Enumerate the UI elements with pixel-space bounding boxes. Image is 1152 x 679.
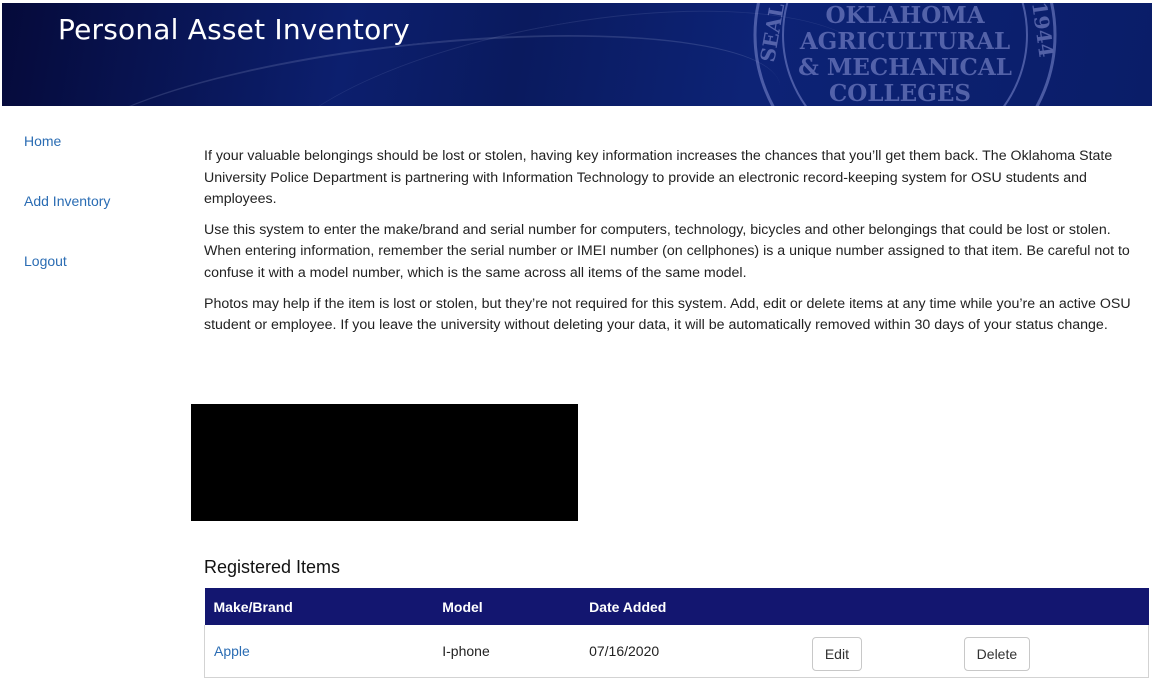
table-row [205, 625, 1149, 677]
column-header-date-added: Date Added [589, 598, 667, 615]
cell-edit [803, 625, 955, 677]
university-seal-icon [750, 0, 1060, 107]
seal-line-3: & MECHANICAL [798, 54, 1012, 81]
nav-link-add-inventory[interactable]: Add Inventory [24, 193, 111, 209]
cell-model: I-phone [442, 642, 490, 659]
column-header-model: Model [442, 598, 483, 615]
column-header-delete [955, 588, 1149, 625]
item-make-link[interactable]: Apple [214, 642, 250, 659]
intro-paragraph: Use this system to enter the make/brand and serial number for computers, technology, bicycles and other belongings that could be lost or stolen. When entering information, remember the serial number or IMEI number (on cellphones) is a unique number assigned to that item. Be careful not to confuse it with a model number, which is the same across all items of the same model. [204, 221, 1130, 281]
header-banner [2, 0, 1152, 107]
intro-text [204, 146, 1144, 346]
column-header-edit [803, 588, 955, 625]
nav-link-home[interactable]: Home [24, 133, 62, 149]
sidebar-nav [24, 126, 164, 306]
cell-delete [955, 625, 1149, 677]
intro-paragraph: If your valuable belongings should be lost or stolen, having key information increases the chances that you’ll get them back. The Oklahoma State University Police Department is partnering with Information Technology to provide an electronic record-keeping system for OSU students and employees. [204, 148, 1113, 208]
seal-line-1: OKLAHOMA [825, 2, 985, 29]
page-title: Personal Asset Inventory [58, 13, 410, 46]
edit-button[interactable]: Edit [812, 637, 862, 671]
registered-items-table [204, 588, 1149, 678]
cell-date-added: 07/16/2020 [589, 642, 660, 659]
seal-line-4: COLLEGES [829, 80, 971, 107]
registered-items-heading: Registered Items [204, 557, 341, 577]
column-header-make-brand: Make/Brand [213, 598, 293, 615]
table-header-row [205, 588, 1149, 625]
cell-make [205, 625, 434, 677]
seal-ring-text-left: SEAL [755, 1, 790, 64]
redacted-block [191, 404, 578, 521]
seal-ring-text-right: 1944 [1027, 0, 1059, 59]
seal-line-2: AGRICULTURAL [799, 28, 1011, 55]
delete-button[interactable]: Delete [964, 637, 1030, 671]
intro-paragraph: Photos may help if the item is lost or stolen, but they’re not required for this system. Add, edit or delete items at any time while you’re an active OSU student or employee. If you leave the university without deleting your data, it will be automatically removed within 30 days of your status change. [204, 295, 1131, 334]
nav-link-logout[interactable]: Logout [24, 253, 67, 269]
